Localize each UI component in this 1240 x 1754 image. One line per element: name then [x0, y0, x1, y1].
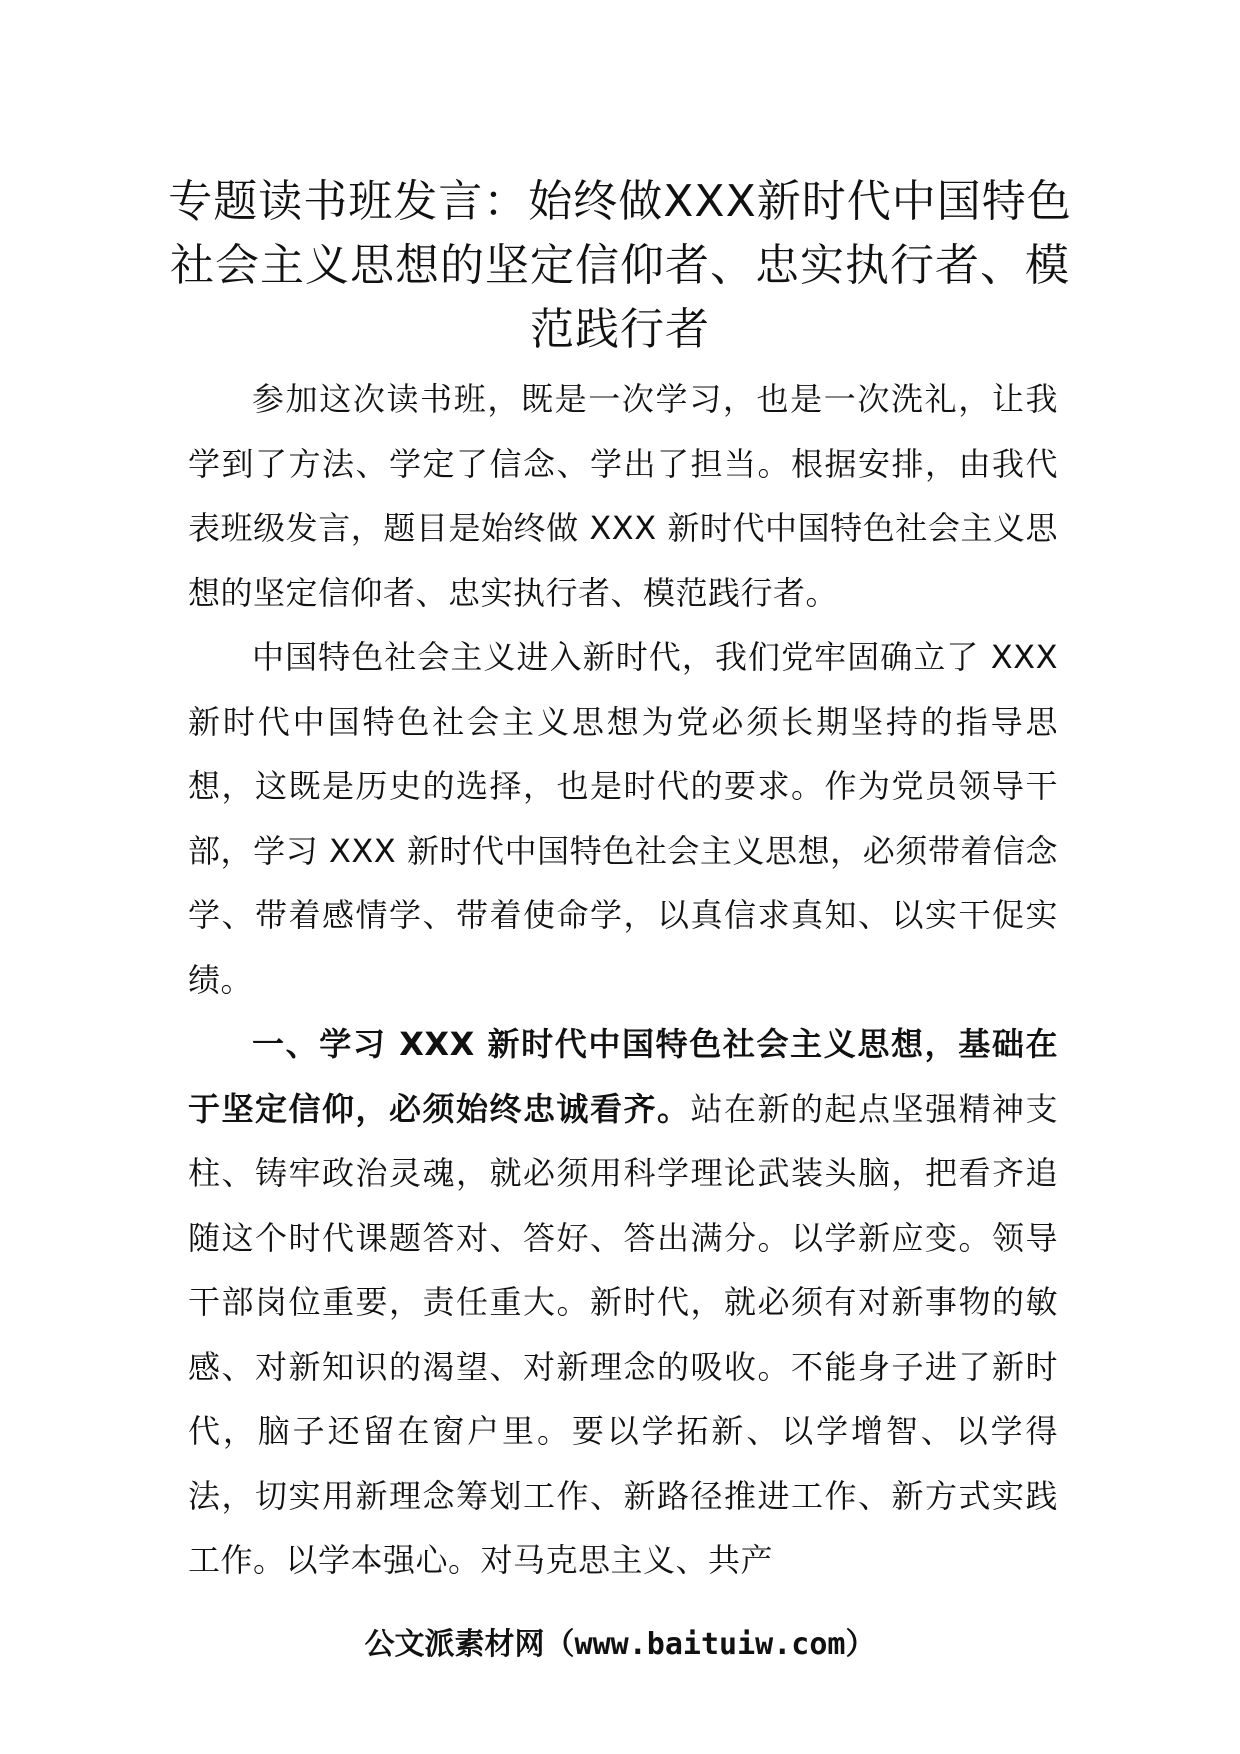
page-footer: [0, 1625, 1240, 1665]
paragraph-section-one: [188, 1012, 1058, 1593]
footer-site-name: 公文派素材网: [364, 1627, 545, 1662]
section-one-heading: 一、学习 XXX 新时代中国特色社会主义思想，基础在于坚定信仰，必须始终忠诚看齐。: [188, 1025, 1058, 1128]
document-body: [188, 367, 1058, 1593]
footer-paren-close: ）: [845, 1627, 876, 1662]
footer-paren-open: （: [544, 1627, 575, 1662]
section-one-text: 站在新的起点坚强精神支柱、铸牢政治灵魂，就必须用科学理论武装头脑，把看齐追随这个时代课题答对、答好、答出满分。以学新应变。领导干部岗位重要，责任重大。新时代，就必须有对新事物的敏感、对新知识的渴望、对新理念的吸收。不能身子进了新时代，脑子还留在窗户里。要以学拓新、以学增智、以学得法，切实用新理念筹划工作、新路径推进工作、新方式实践工作。以学本强心。对马克思主义、共产: [188, 1089, 1058, 1579]
paragraph-context: 中国特色社会主义进入新时代，我们党牢固确立了 XXX 新时代中国特色社会主义思想为党必须长期坚持的指导思想，这既是历史的选择，也是时代的要求。作为党员领导干部，学习 XXX 新时代中国特色社会主义思想，必须带着信念学、带着感情学、带着使命学，以真信求真知、以实干促实绩。: [188, 638, 1058, 999]
paragraph-intro: 参加这次读书班，既是一次学习，也是一次洗礼，让我学到了方法、学定了信念、学出了担当。根据安排，由我代表班级发言，题目是始终做 XXX 新时代中国特色社会主义思想的坚定信仰者、忠实执行者、模范践行者。: [188, 380, 1058, 612]
document-title: 专题读书班发言：始终做XXX新时代中国特色社会主义思想的坚定信仰者、忠实执行者、模范践行者: [168, 176, 1072, 355]
footer-url: www.baituiw.com: [574, 1627, 846, 1662]
